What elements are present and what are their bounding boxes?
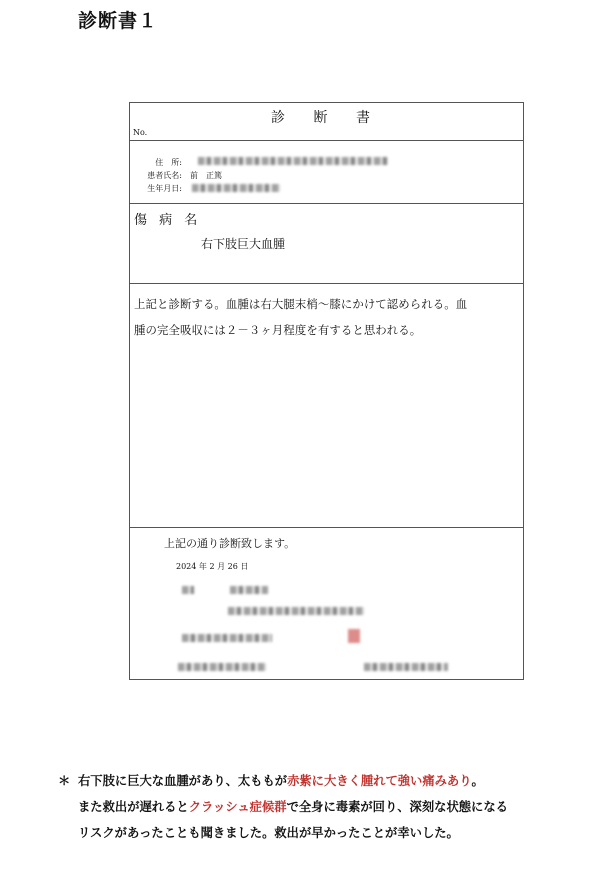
seal-stamp (348, 629, 360, 643)
footnote-line (58, 768, 508, 794)
certification-statement: 上記の通り診断致します。 (164, 537, 296, 550)
redacted-text (230, 586, 268, 594)
footnote-line (58, 794, 508, 820)
footnote-text: で全身に毒素が回り、深刻な状態になる (286, 800, 508, 814)
redacted-address (198, 157, 388, 165)
medical-certificate (129, 102, 524, 680)
patient-name-label: 患者氏名: (147, 171, 182, 180)
footnote-highlight: 赤紫に大きく腫れて強い痛みあり (287, 774, 472, 788)
birthdate-label: 生年月日: (147, 184, 182, 193)
footnote-text: 右下肢に巨大な血腫があり、太ももが (78, 774, 288, 788)
patient-name: 前 正篤 (190, 171, 222, 180)
divider (130, 283, 523, 284)
issue-date: 2024 年 2 月 26 日 (176, 562, 249, 571)
page-heading: 診断書１ (78, 10, 159, 32)
diagnosis-value: 右下肢巨大血腫 (201, 237, 286, 251)
footnote-text: 。 (471, 774, 484, 788)
diagnosis-label: 傷 病 名 (134, 213, 202, 228)
footnote (58, 768, 508, 846)
divider (130, 140, 523, 141)
remarks-line: 腫の完全吸収には２－３ヶ月程度を有すると思われる。 (134, 323, 422, 337)
redacted-birthdate (192, 184, 280, 192)
divider (130, 527, 523, 528)
redacted-text (364, 663, 448, 671)
redacted-text (178, 663, 266, 671)
certificate-number-label: No. (133, 128, 148, 137)
footnote-line: リスクがあったことも聞きました。救出が早かったことが幸いした。 (78, 826, 459, 840)
divider (130, 203, 523, 204)
redacted-text (228, 607, 364, 615)
redacted-text (182, 586, 194, 594)
certificate-title: 診 断 書 (271, 110, 382, 126)
address-label: 住 所: (155, 158, 182, 167)
footnote-marker: ＊ (58, 774, 71, 788)
redacted-text (182, 634, 272, 642)
footnote-text: また救出が遅れると (78, 800, 189, 814)
footnote-highlight: クラッシュ症候群 (188, 800, 287, 814)
remarks-line: 上記と診断する。血腫は右大腿末梢～膝にかけて認められる。血 (134, 297, 468, 311)
remarks (134, 291, 522, 343)
